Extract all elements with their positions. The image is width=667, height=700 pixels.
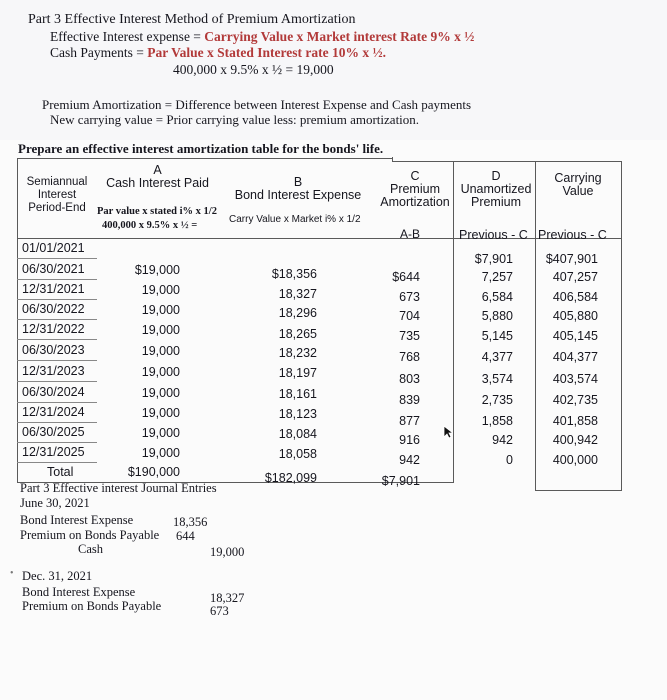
- carrying-value: 407,257: [552, 270, 598, 284]
- period-header: [22, 176, 92, 215]
- col-c-title-1: Premium: [389, 182, 440, 196]
- entry2-debit-account: Bond Interest Expense: [22, 585, 136, 599]
- unamortized-premium: 0: [506, 453, 513, 467]
- bullet-dot: •: [10, 568, 14, 579]
- col-e-title-1: Carrying: [554, 171, 602, 185]
- period-header-line2: Interest: [37, 189, 77, 201]
- bond-interest-expense: 18,084: [278, 427, 317, 441]
- row-divider: [17, 258, 97, 259]
- bond-interest-expense: 18,327: [278, 287, 317, 301]
- col-d-letter: D: [491, 169, 501, 183]
- cash-interest-paid: 19,000: [141, 406, 180, 420]
- unamortized-premium: 5,145: [481, 329, 513, 343]
- cash-payments-highlight: Par Value x Stated Interest rate 10% x ½.: [147, 45, 386, 60]
- cash-payments-label: Cash Payments =: [50, 45, 148, 60]
- col-b-title: Bond Interest Expense: [234, 188, 362, 202]
- col-e-header: [538, 172, 618, 198]
- unamortized-premium: 5,880: [481, 309, 513, 323]
- grid-line: [453, 161, 454, 483]
- col-e-title-2: Value: [562, 184, 594, 198]
- entry1-cash-account: Cash: [78, 542, 103, 556]
- row-divider: [17, 319, 97, 320]
- col-b-letter: B: [293, 175, 303, 189]
- unamortized-premium: $7,901: [474, 252, 513, 266]
- unamortized-premium: 1,858: [481, 414, 513, 428]
- col-b-formula: Carry Value x Market i% x 1/2: [229, 214, 361, 225]
- total-amortization: $7,901: [381, 474, 420, 488]
- col-d-title-2: Premium: [470, 195, 521, 209]
- col-d-header: [456, 170, 536, 209]
- period-date: 06/30/2023: [22, 343, 85, 357]
- unamortized-premium: 942: [492, 433, 513, 447]
- bond-interest-expense: 18,232: [278, 346, 317, 360]
- entry1-debit-amount: 18,356: [173, 515, 208, 529]
- row-divider: [17, 339, 97, 340]
- row-divider: [17, 360, 97, 361]
- entry2-debit-amount: 18,327: [210, 591, 245, 605]
- bond-interest-expense: 18,265: [278, 327, 317, 341]
- bond-interest-expense: 18,161: [278, 387, 317, 401]
- carrying-value: 403,574: [552, 372, 598, 386]
- row-divider: [17, 381, 97, 382]
- cash-interest-paid: 19,000: [141, 283, 180, 297]
- col-a-header: [100, 164, 215, 190]
- col-e-formula: Previous - C: [538, 228, 607, 242]
- col-a-formula-2: 400,000 x 9.5% x ½ =: [102, 220, 198, 231]
- bond-interest-expense: $18,356: [271, 267, 317, 281]
- col-a-formula-1: Par value x stated i% x 1/2: [97, 206, 217, 217]
- grid-line: [535, 161, 536, 491]
- bond-interest-expense: 18,296: [278, 306, 317, 320]
- period-date: 01/01/2021: [22, 241, 85, 255]
- premium-amortization: 942: [399, 453, 420, 467]
- cash-interest-paid: $19,000: [134, 263, 180, 277]
- premium-amortization: 704: [399, 309, 420, 323]
- entry1-cash-amount: 19,000: [210, 545, 245, 559]
- row-divider: [17, 422, 97, 423]
- grid-line: [621, 161, 622, 491]
- cash-interest-paid: 19,000: [141, 446, 180, 460]
- premium-amortization: 916: [399, 433, 420, 447]
- carrying-value: 400,000: [552, 453, 598, 467]
- total-expense: $182,099: [264, 471, 317, 485]
- premium-amortization: 768: [399, 350, 420, 364]
- premium-amortization: 839: [399, 393, 420, 407]
- cash-interest-paid: 19,000: [141, 386, 180, 400]
- cash-interest-paid: 19,000: [141, 365, 180, 379]
- entry1-premium-account: Premium on Bonds Payable: [20, 528, 160, 542]
- journal-title: Part 3 Effective interest Journal Entries: [20, 481, 217, 495]
- row-divider: [17, 299, 97, 300]
- total-cash: $190,000: [127, 465, 180, 479]
- bond-interest-expense: 18,058: [278, 447, 317, 461]
- cash-payments-formula: [50, 45, 386, 61]
- premium-amortization: 803: [399, 372, 420, 386]
- premium-amortization: $644: [392, 270, 420, 284]
- part3-title: Part 3 Effective Interest Method of Premium Amortization: [28, 12, 356, 27]
- row-divider: [17, 402, 97, 403]
- grid-line: [17, 238, 622, 239]
- period-date: 12/31/2022: [22, 322, 85, 336]
- carrying-value: 405,880: [552, 309, 598, 323]
- entry2-date: Dec. 31, 2021: [22, 569, 93, 583]
- total-label: Total: [47, 465, 74, 479]
- grid-line: [392, 161, 622, 162]
- unamortized-premium: 6,584: [481, 290, 513, 304]
- col-b-header: [228, 176, 368, 202]
- carrying-value: $407,901: [545, 252, 598, 266]
- entry2-premium-account: Premium on Bonds Payable: [22, 599, 162, 613]
- carrying-value: 402,735: [552, 393, 598, 407]
- grid-line: [535, 490, 622, 491]
- entry1-premium-amount: 644: [176, 529, 195, 543]
- premium-amortization: 673: [399, 290, 420, 304]
- col-d-formula: Previous - C: [459, 228, 528, 242]
- row-divider: [17, 279, 97, 280]
- period-date: 06/30/2024: [22, 385, 85, 399]
- col-c-formula: A-B: [400, 227, 421, 241]
- entry1-debit-account: Bond Interest Expense: [20, 513, 134, 527]
- carrying-value: 404,377: [552, 350, 598, 364]
- interest-expense-highlight: Carrying Value x Market interest Rate 9% x ½: [204, 29, 475, 44]
- period-header-line3: Period-End: [28, 202, 86, 214]
- row-divider: [17, 442, 97, 443]
- cash-interest-paid: 19,000: [141, 323, 180, 337]
- bond-interest-expense: 18,123: [278, 407, 317, 421]
- premium-amortization: 735: [399, 329, 420, 343]
- interest-expense-formula: [50, 29, 474, 45]
- period-date: 12/31/2023: [22, 364, 85, 378]
- period-header-line1: Semiannual: [26, 176, 88, 188]
- unamortized-premium: 7,257: [481, 270, 513, 284]
- carrying-value: 400,942: [552, 433, 598, 447]
- carrying-value: 401,858: [552, 414, 598, 428]
- col-c-letter: C: [410, 169, 420, 183]
- unamortized-premium: 2,735: [481, 393, 513, 407]
- table-prompt: Prepare an effective interest amortization table for the bonds' life.: [18, 141, 384, 156]
- col-a-letter: A: [153, 163, 162, 177]
- period-date: 12/31/2024: [22, 405, 85, 419]
- unamortized-premium: 3,574: [481, 372, 513, 386]
- premium-amortization: 877: [399, 414, 420, 428]
- unamortized-premium: 4,377: [481, 350, 513, 364]
- cash-interest-paid: 19,000: [141, 344, 180, 358]
- period-date: 12/31/2021: [22, 282, 85, 296]
- period-date: 06/30/2021: [22, 262, 85, 276]
- period-date: 12/31/2025: [22, 445, 85, 459]
- carrying-value: 405,145: [552, 329, 598, 343]
- mouse-cursor-icon: [443, 425, 453, 439]
- row-divider: [17, 462, 97, 463]
- bond-interest-expense: 18,197: [278, 366, 317, 380]
- col-a-title: Cash Interest Paid: [106, 176, 209, 190]
- period-date: 06/30/2022: [22, 302, 85, 316]
- period-date: 06/30/2025: [22, 425, 85, 439]
- cash-interest-paid: 19,000: [141, 303, 180, 317]
- cash-calc: 400,000 x 9.5% x ½ = 19,000: [173, 62, 334, 77]
- interest-expense-label: Effective Interest expense =: [50, 29, 205, 44]
- col-c-header: [376, 170, 454, 209]
- col-c-title-2: Amortization: [380, 195, 450, 209]
- new-carrying-note: New carrying value = Prior carrying value less: premium amortization.: [50, 112, 420, 127]
- grid-line: [17, 158, 18, 483]
- entry1-date: June 30, 2021: [20, 496, 90, 510]
- carrying-value: 406,584: [552, 290, 598, 304]
- col-d-title-1: Unamortized: [460, 182, 532, 196]
- premium-amortization-note: Premium Amortization = Difference between Interest Expense and Cash payments: [42, 97, 472, 112]
- cash-interest-paid: 19,000: [141, 426, 180, 440]
- entry2-premium-amount: 673: [210, 604, 229, 618]
- grid-line: [17, 158, 392, 159]
